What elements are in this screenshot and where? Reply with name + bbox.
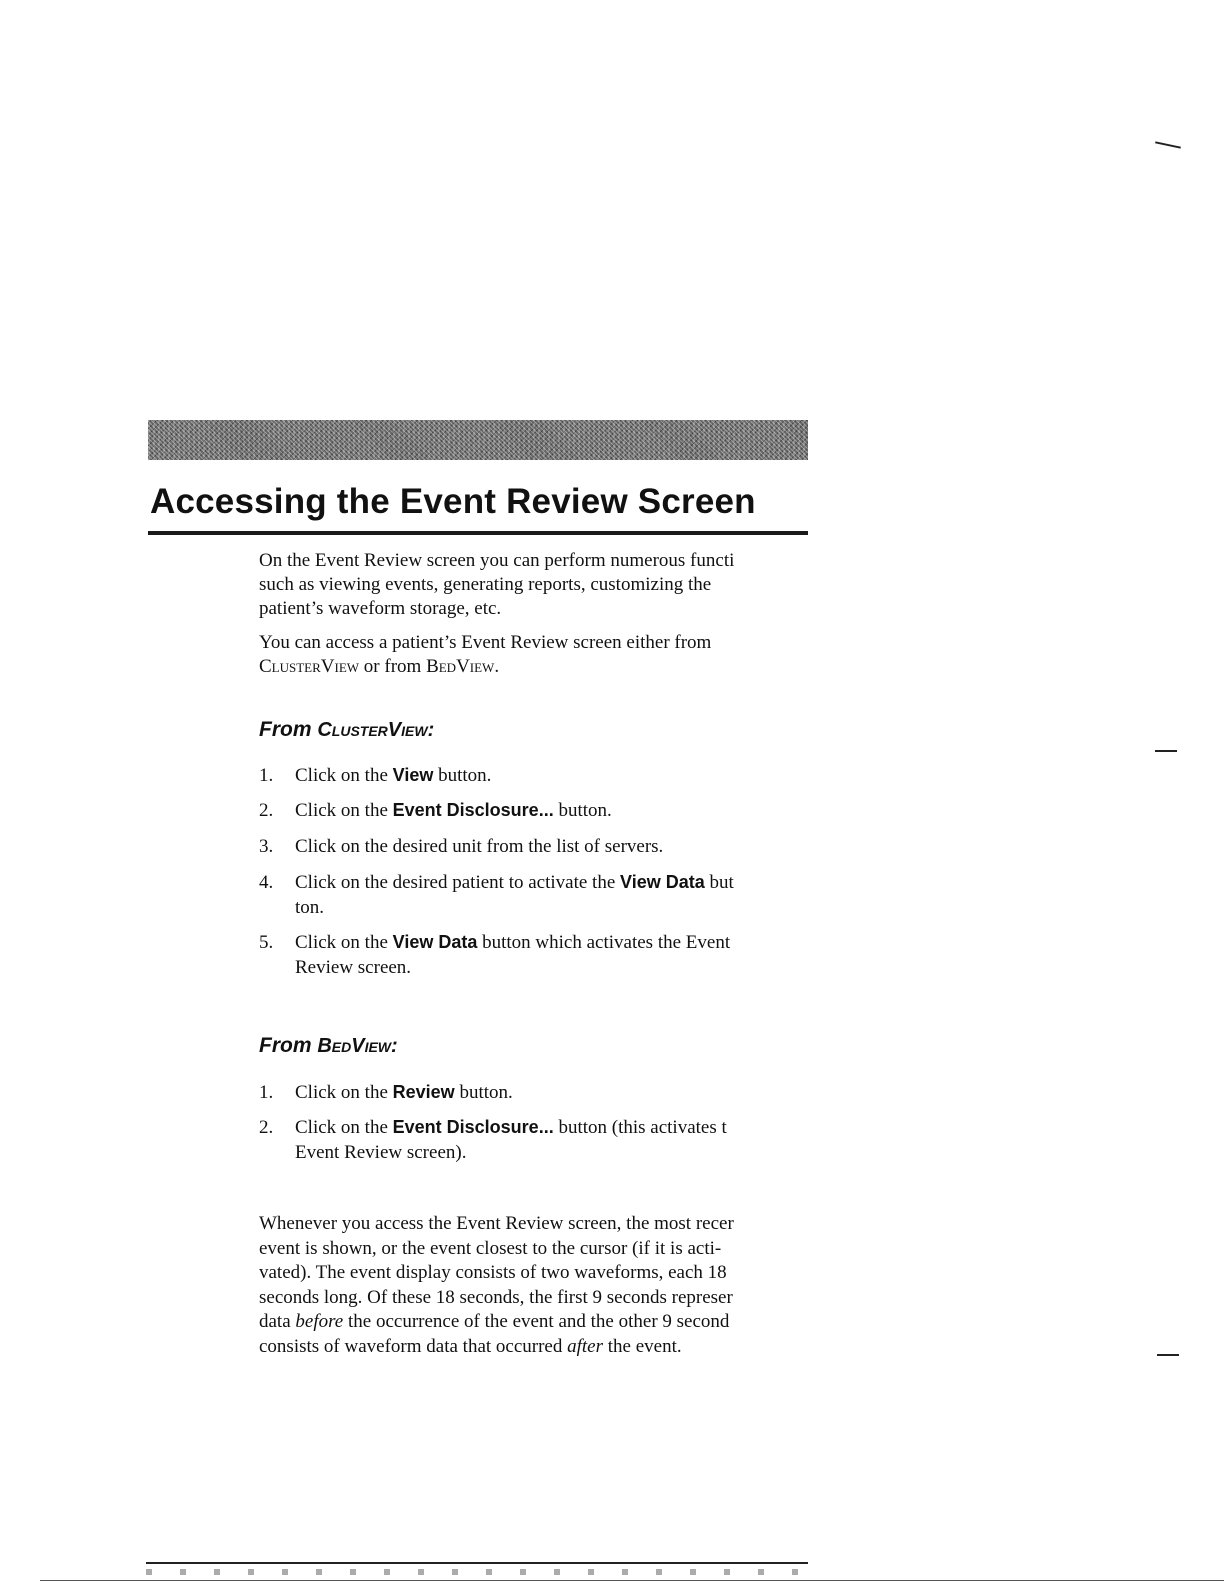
step-number: 1.: [259, 1082, 274, 1103]
step-text: button.: [454, 1082, 513, 1103]
heading-term: ClusterView:: [317, 719, 435, 741]
step-text: Click on the: [295, 1117, 393, 1138]
closing-text: the occurrence of the event and the other 9 second: [343, 1311, 730, 1332]
access-connector: or from: [359, 656, 427, 677]
section-banner: [148, 420, 808, 460]
closing-paragraph: [259, 1212, 811, 1359]
heading-term: BedView:: [317, 1035, 398, 1057]
title-rule: [148, 531, 808, 535]
step-text: button.: [553, 800, 612, 821]
step-text: Click on the: [295, 800, 393, 821]
cluster-step: [259, 930, 811, 980]
cluster-step: [259, 798, 811, 823]
intro-line: such as viewing events, generating reports, customizing the: [259, 574, 712, 595]
bed-step: [259, 1080, 811, 1105]
clusterview-term: ClusterView: [259, 656, 360, 677]
step-text: but: [704, 872, 734, 893]
closing-text: data: [259, 1311, 296, 1332]
step-text: button which activates the Event: [477, 932, 731, 953]
access-line: You can access a patient’s Event Review screen either from: [259, 632, 712, 653]
heading-prefix: From: [259, 718, 318, 741]
closing-text: consists of waveform data that occurred: [259, 1335, 568, 1357]
step-text: Click on the: [295, 932, 393, 953]
intro-line: On the Event Review screen you can perform numerous functi: [259, 550, 735, 571]
step-number: 2.: [259, 1117, 274, 1138]
view-button-label: View: [392, 765, 434, 785]
clusterview-heading: [259, 718, 434, 742]
step-text: Click on the: [295, 1082, 393, 1103]
heading-prefix: From: [259, 1034, 318, 1057]
intro-line: patient’s waveform storage, etc.: [259, 598, 502, 619]
margin-mark: [1155, 141, 1181, 148]
step-number: 1.: [259, 765, 274, 786]
closing-line: seconds long. Of these 18 seconds, the first 9 seconds represer: [259, 1286, 733, 1308]
cluster-step: [259, 763, 811, 788]
bedview-term: BedView.: [426, 656, 500, 677]
step-text: Click on the desired unit from the list of servers.: [295, 836, 664, 857]
cluster-step: [259, 834, 811, 859]
page-bottom-rule: [40, 1580, 1224, 1581]
step-text: button.: [433, 765, 492, 786]
page-title: Accessing the Event Review Screen: [150, 482, 756, 521]
review-button-label: Review: [392, 1082, 455, 1102]
emphasis-after: after: [567, 1335, 604, 1357]
step-continuation: ton.: [295, 897, 325, 918]
step-number: 5.: [259, 932, 274, 953]
access-paragraph: [259, 631, 811, 679]
bed-step: [259, 1115, 811, 1165]
step-continuation: Review screen.: [295, 957, 412, 978]
step-text: Click on the desired patient to activate the: [295, 872, 621, 893]
event-disclosure-button-label: Event Disclosure...: [392, 800, 554, 820]
closing-line: event is shown, or the event closest to the cursor (if it is acti-: [259, 1237, 722, 1259]
step-text: Click on the: [295, 765, 393, 786]
closing-line: vated). The event display consists of two waveforms, each 18: [259, 1262, 727, 1283]
closing-text: the event.: [603, 1335, 682, 1357]
step-number: 3.: [259, 836, 274, 857]
intro-paragraph: [259, 549, 811, 621]
cluster-step: [259, 870, 811, 920]
step-text: button (this activates t: [553, 1117, 727, 1138]
step-number: 2.: [259, 800, 274, 821]
closing-line: [259, 1335, 811, 1360]
footer-rule: [146, 1562, 808, 1564]
step-number: 4.: [259, 872, 274, 893]
step-continuation: Event Review screen).: [295, 1142, 467, 1163]
closing-line: Whenever you access the Event Review screen, the most recer: [259, 1213, 734, 1234]
event-disclosure-button-label: Event Disclosure...: [392, 1117, 554, 1137]
margin-mark: [1155, 750, 1177, 752]
bedview-heading: [259, 1034, 398, 1058]
view-data-button-label: View Data: [392, 932, 478, 952]
footer-artifacts: [146, 1569, 808, 1575]
margin-mark: [1157, 1354, 1179, 1356]
view-data-button-label: View Data: [620, 872, 705, 892]
access-line: [259, 655, 811, 679]
emphasis-before: before: [295, 1311, 344, 1332]
closing-line: [259, 1310, 811, 1335]
